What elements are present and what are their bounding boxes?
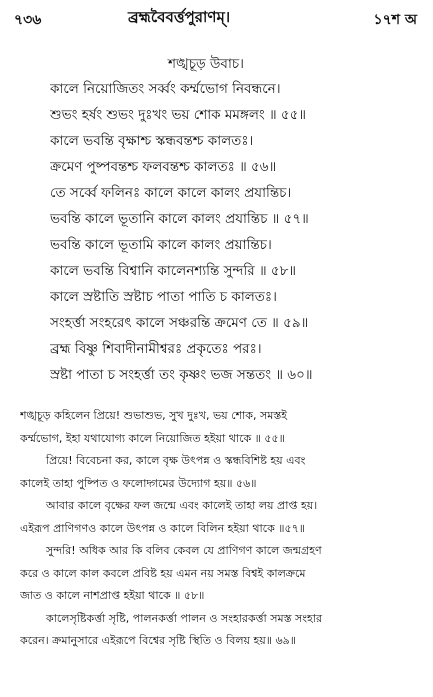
verse-line: ক্রমেণ পুষ্পবন্তশ্চ ফলবন্তশ্চ কালতঃ ॥ ৫৬॥ bbox=[50, 159, 277, 175]
translation-line: এইরূপ প্রাণিগণও কালে উৎপন্ন ও কালে বিলিন হইয়া থাকে ॥৫৭॥ bbox=[20, 521, 306, 535]
verse-line: সংহর্ত্তা সংহরেৎ কালে সঞ্চরন্তি ক্রমেণ তে ॥ ৫৯॥ bbox=[50, 315, 309, 331]
verse-line: কালে স্রষ্টাতি স্রষ্টাচ পাতা পাতি চ কালতঃ। bbox=[50, 289, 277, 305]
translation-line: শঙ্খচূড় কহিলেন প্রিয়ে! শুভাশুভ, সুখ দুঃখ, ভয় শোক, সমস্তই bbox=[20, 409, 288, 422]
translation-line: কালেই তাহা পুষ্পিত ও ফলোদ্গমের উদ্যোগ হয়॥ ৫৬॥ bbox=[20, 476, 257, 490]
translation-line: জাত ও কালে নাশপ্রাপ্ত হইয়া থাকে ॥ ৫৮॥ bbox=[20, 589, 205, 602]
verse-line: স্রষ্টা পাতা চ সংহর্ত্তা তং কৃষ্ণং ভজ সন্ততং ॥ ৬০॥ bbox=[50, 367, 313, 383]
verse-line: কালে ভবন্তি বৃক্ষাশ্চ স্কন্ধবন্তশ্চ কালতঃ। bbox=[50, 133, 254, 149]
verse-line: তে সর্ব্বে ফলিনঃ কালে কালে কালং প্রযান্তিচ। bbox=[50, 185, 292, 201]
bengali-translation bbox=[20, 405, 420, 653]
translation-line: করে ও কালে কাল কবলে প্রবিষ্ট হয় এমন নয় সমস্ত বিশ্বই কালক্রমে bbox=[20, 566, 306, 580]
running-title: ব্রহ্মবৈবর্ত্তপুরাণম্। bbox=[128, 8, 231, 26]
verse-line: কালে ভবন্তি বিশ্বানি কালেনশ্যন্তি সুন্দরি ॥ ৫৮॥ bbox=[50, 263, 297, 279]
speaker-heading: শঙ্খচূড় উবাচ। bbox=[168, 56, 244, 72]
page-number: ৭৩৬ bbox=[14, 12, 42, 28]
verse-line: ব্রহ্ম বিষ্ণু শিবাদীনামীশ্বরঃ প্রকৃতেঃ পরঃ। bbox=[50, 341, 262, 357]
translation-line: আবার কালে বৃক্ষের ফল জন্মে এবং কালেই তাহা লয় প্রাপ্ত হয়। bbox=[46, 499, 318, 512]
translation-line: কালেসৃষ্টিকর্ত্তা সৃষ্টি, পালনকর্ত্তা পালন ও সংহারকর্ত্তা সমস্ত সংহার bbox=[46, 611, 323, 625]
verse-line: কালে নিয়োজিতং সর্ব্বং কর্ম্মভোগ নিবন্ধনে। bbox=[50, 81, 281, 97]
translation-line: কর্ম্মভোগ, ইহা যথাযোগ্য কালে নিয়োজিত হইয়া থাকে ॥ ৫৫॥ bbox=[20, 431, 285, 445]
chapter-label: ১৭শ অ bbox=[373, 12, 417, 28]
sanskrit-verses bbox=[50, 52, 420, 388]
translation-line: সুন্দরি! অধিক আর কি বলিব কেবল যে প্রাণিগণ কালে জন্মগ্রহণ bbox=[46, 544, 322, 557]
verse-line: ভবন্তি কালে ভূতানি কালে কালং প্রযান্তিচ ॥ ৫৭॥ bbox=[50, 211, 309, 227]
verse-line: শুভং হর্ষং শুভং দুঃখং ভয় শোক মমঙ্গলং ॥ ৫৫॥ bbox=[50, 107, 307, 123]
verse-line: ভবন্তি কালে ভূতামি কালে কালং প্রয়ান্তিচ। bbox=[50, 237, 272, 253]
translation-line: প্রিয়ে! বিবেচনা কর, কালে বৃক্ষ উৎপন্ন ও স্কন্ধবিশিষ্ট হয় এবং bbox=[46, 454, 306, 467]
translation-line: করেন। ক্রমানুসারে এইরূপে বিশ্বের সৃষ্টি স্থিতি ও বিলয় হয়॥ ৬৯॥ bbox=[20, 634, 297, 647]
page-header bbox=[0, 6, 433, 30]
